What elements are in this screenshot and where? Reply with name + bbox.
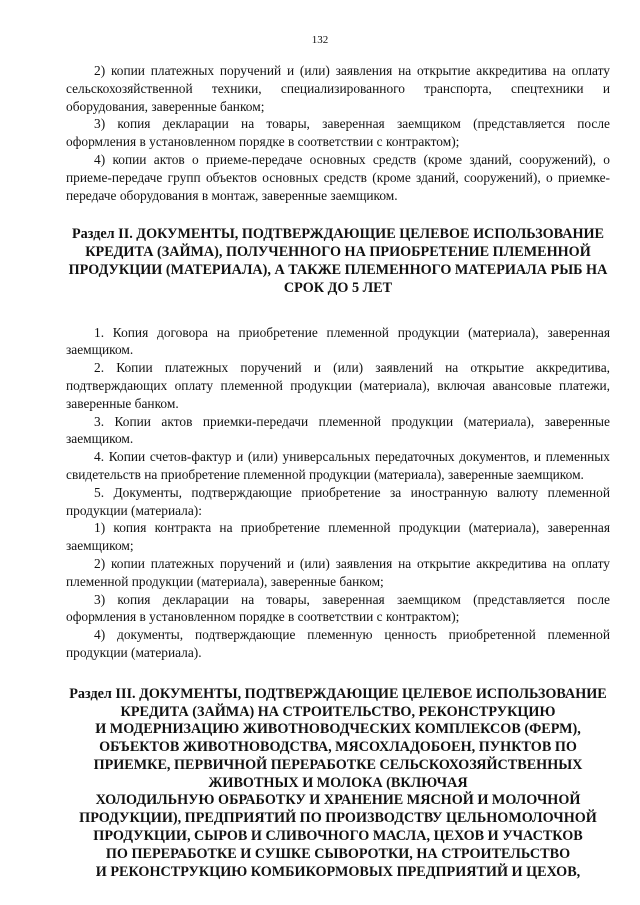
section-3-heading-line: ХОЛОДИЛЬНУЮ ОБРАБОТКУ И ХРАНЕНИЕ МЯСНОЙ И МОЛОЧНОЙ (95, 792, 581, 809)
document-body (66, 62, 610, 881)
section-3-heading-line: И РЕКОНСТРУКЦИЮ КОМБИКОРМОВЫХ ПРЕДПРИЯТИЙ И ЦЕХОВ, (95, 863, 581, 880)
section-3-heading-line: ОБЪЕКТОВ ЖИВОТНОВОДСТВА, МЯСОХЛАДОБОЕН, ПУНКТОВ ПО (99, 739, 577, 756)
section-3-heading-line: ПРОДУКЦИИ, СЫРОВ И СЛИВОЧНОГО МАСЛА, ЦЕХОВ И УЧАСТКОВ (93, 828, 583, 845)
section-2-item-3: 3. Копии актов приемки-передачи племенной продукции (материала), заверенные заемщиком. (66, 413, 610, 447)
section-3-heading-line: Раздел III. ДОКУМЕНТЫ, ПОДТВЕРЖДАЮЩИЕ ЦЕЛЕВОЕ ИСПОЛЬЗОВАНИЕ (69, 685, 607, 702)
section-1-item-4: 4) копии актов о приеме-передаче основных средств (кроме зданий, сооружений), о приеме-передаче групп объектов основных средств (кроме зданий, сооружений), о приемке-передаче оборудования в монтаж, заверенные заемщиком. (66, 151, 610, 203)
section-2-subitem-2: 2) копии платежных поручений и (или) заявления на открытие аккредитива на оплату племенной продукции (материала), заверенные банком; (66, 555, 610, 589)
section-2-item-4: 4. Копии счетов-фактур и (или) универсальных передаточных документов, и племенных свидетельств на приобретение племенной продукции (материала), заверенные заемщиком. (66, 449, 610, 482)
section-2-subitem-1: 1) копия контракта на приобретение племенной продукции (материала), заверенная заемщиком; (66, 520, 610, 554)
section-2-subitem-4: 4) документы, подтверждающие племенную ценность приобретенной племенной продукции (материала). (66, 627, 610, 660)
section-3-heading-line: КРЕДИТА (ЗАЙМА) НА СТРОИТЕЛЬСТВО, РЕКОНСТРУКЦИЮ (120, 703, 556, 720)
section-2-item-2: 2. Копии платежных поручений и (или) заявлений на открытие аккредитива, подтверждающих оплату племенной продукции (материала), включая авансовые платежи, заверенные банком. (66, 360, 610, 411)
section-2-heading: Раздел II. ДОКУМЕНТЫ, ПОДТВЕРЖДАЮЩИЕ ЦЕЛЕВОЕ ИСПОЛЬЗОВАНИЕ КРЕДИТА (ЗАЙМА), ПОЛУЧЕННОГО НА ПРИОБРЕТЕНИЕ ПЛЕМЕННОЙ ПРОДУКЦИИ (МАТЕРИАЛА), А ТАКЖЕ ПЛЕМЕННОГО МАТЕРИАЛА РЫБ НА СРОК ДО 5 ЛЕТ (68, 226, 608, 296)
section-3-heading-line: ПО ПЕРЕРАБОТКЕ И СУШКЕ СЫВОРОТКИ, НА СТРОИТЕЛЬСТВО (105, 845, 571, 862)
section-2-item-5: 5. Документы, подтверждающие приобретение за иностранную валюту племенной продукции (материала): (66, 484, 610, 518)
section-3-heading-line: ПРОДУКЦИИ), ПРЕДПРИЯТИЙ ПО ПРОИЗВОДСТВУ ЦЕЛЬНОМОЛОЧНОЙ (79, 810, 597, 827)
section-3-heading-line: И МОДЕРНИЗАЦИЮ ЖИВОТНОВОДЧЕСКИХ КОМПЛЕКСОВ (ФЕРМ), (95, 721, 581, 738)
section-2-item-1: 1. Копия договора на приобретение племенной продукции (материала), заверенная заемщиком. (66, 324, 610, 358)
page-number: 132 (311, 34, 329, 46)
section-1-item-2: 2) копии платежных поручений и (или) заявления на открытие аккредитива на оплату сельскохозяйственной техники, специализированного транспорта, спецтехники и оборудования, заверенные банком; (66, 63, 610, 114)
section-3-heading-line: ЖИВОТНЫХ И МОЛОКА (ВКЛЮЧАЯ (208, 774, 468, 791)
section-2-subitem-3: 3) копия декларации на товары, заверенная заемщиком (представляется после оформления в установленном порядке в соответствии с контрактом); (66, 591, 610, 625)
section-3-heading-line: ПРИЕМКЕ, ПЕРВИЧНОЙ ПЕРЕРАБОТКЕ СЕЛЬСКОХОЗЯЙСТВЕННЫХ (93, 756, 583, 773)
section-3-heading (66, 686, 610, 882)
section-1-item-3: 3) копия декларации на товары, заверенная заемщиком (представляется после оформления в установленном порядке в соответствии с контрактом); (66, 116, 610, 150)
